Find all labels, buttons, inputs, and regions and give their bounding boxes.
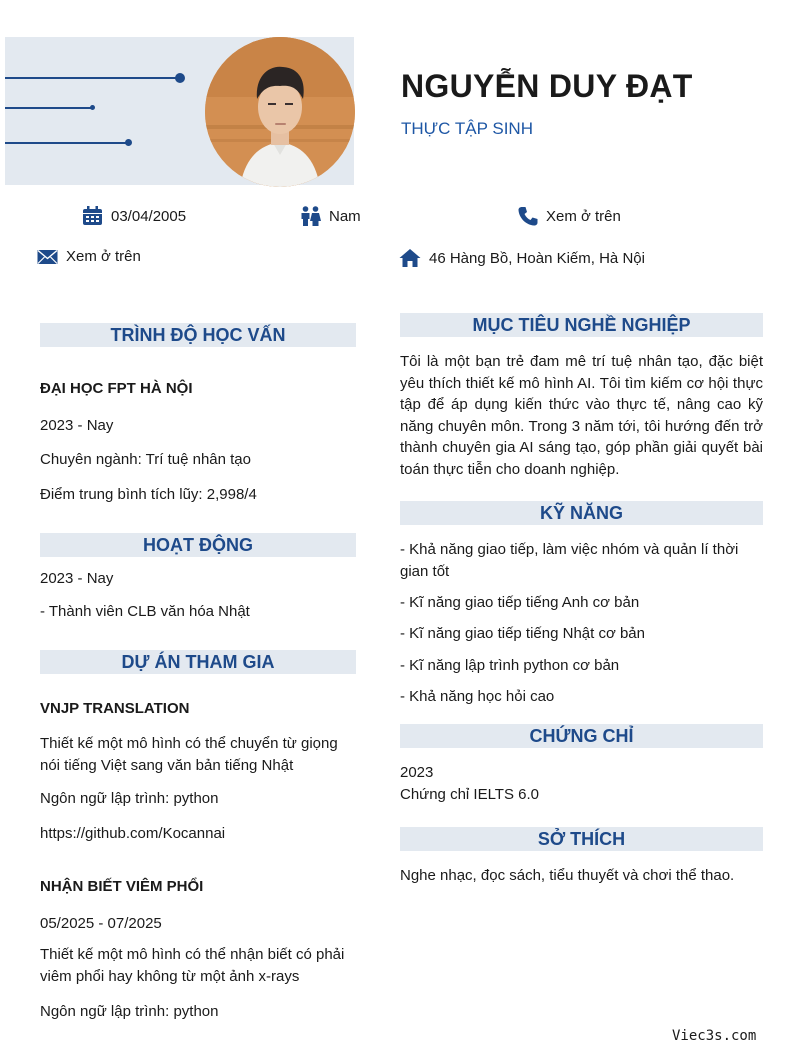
certificate-year: 2023 — [400, 764, 434, 781]
home-icon — [399, 248, 421, 268]
phone-text: Xem ở trên — [546, 207, 621, 225]
hobbies-text: Nghe nhạc, đọc sách, tiểu thuyết và chơi thể thao. — [400, 867, 735, 884]
calendar-icon — [82, 206, 103, 226]
skills-heading: KỸ NĂNG — [400, 501, 763, 525]
activities-period: 2023 - Nay — [40, 570, 114, 587]
education-gpa: Điểm trung bình tích lũy: 2,998/4 — [40, 486, 257, 503]
email-info — [37, 248, 141, 265]
project-desc: Thiết kế một mô hình có thể nhận biết có phải viêm phổi hay không từ một ảnh x-rays — [40, 946, 345, 985]
birthdate-info — [82, 206, 186, 226]
projects-heading: DỰ ÁN THAM GIA — [40, 650, 356, 674]
decor-line — [5, 107, 92, 109]
gender-info — [300, 206, 361, 226]
email-text: Xem ở trên — [66, 248, 141, 265]
objective-text: Tôi là một bạn trẻ đam mê trí tuệ nhân tạo, đặc biệt yêu thích thiết kế mô hình AI. Tôi tìm kiếm cơ hội thực tập để áp dụng kiến thức vào thực tế, nâng cao kỹ năng chuyên môn. Trong 3 năm tới, tôi hướng đến trở thành chuyên gia AI sáng tạo, góp phần giải quyết bài toán thực tiễn cho doanh nghiệp. — [400, 353, 763, 478]
education-heading: TRÌNH ĐỘ HỌC VẤN — [40, 323, 356, 347]
decor-dot — [125, 139, 132, 146]
phone-info — [518, 206, 621, 226]
birthdate-text: 03/04/2005 — [111, 207, 187, 225]
avatar-photo — [205, 37, 355, 187]
gender-text: Nam — [329, 207, 361, 225]
decor-line — [5, 142, 127, 144]
address-text: 46 Hàng Bồ, Hoàn Kiếm, Hà Nội — [429, 249, 645, 267]
skill-item: - Khả năng giao tiếp, làm việc nhóm và quản lí thời gian tốt — [400, 541, 739, 580]
project-desc: Thiết kế một mô hình có thể chuyển từ giọng nói tiếng Việt sang văn bản tiếng Nhật — [40, 735, 338, 774]
activities-item: - Thành viên CLB văn hóa Nhật — [40, 603, 250, 620]
skill-item: - Kĩ năng giao tiếp tiếng Nhật cơ bản — [400, 625, 645, 642]
people-icon — [300, 206, 321, 226]
decor-line — [5, 77, 180, 79]
certificate-name: Chứng chỉ IELTS 6.0 — [400, 786, 539, 803]
project-name: VNJP TRANSLATION — [40, 700, 190, 717]
envelope-icon — [37, 249, 58, 265]
objective-heading: MỤC TIÊU NGHỀ NGHIỆP — [400, 313, 763, 337]
activities-heading: HOẠT ĐỘNG — [40, 533, 356, 557]
education-period: 2023 - Nay — [40, 417, 114, 434]
candidate-name: NGUYỄN DUY ĐẠT — [401, 68, 693, 104]
watermark: Viec3s.com — [672, 1028, 757, 1044]
decor-dot — [175, 73, 185, 83]
skill-item: - Kĩ năng lập trình python cơ bản — [400, 657, 620, 674]
project-period: 05/2025 - 07/2025 — [40, 915, 162, 932]
skill-item: - Kĩ năng giao tiếp tiếng Anh cơ bản — [400, 594, 640, 611]
project-name: NHẬN BIẾT VIÊM PHỔI — [40, 878, 204, 895]
address-info — [399, 248, 645, 268]
decor-dot — [90, 105, 95, 110]
hobbies-heading: SỞ THÍCH — [400, 827, 763, 851]
project-language: Ngôn ngữ lập trình: python — [40, 790, 219, 807]
education-school: ĐẠI HỌC FPT HÀ NỘI — [40, 380, 193, 397]
education-major: Chuyên ngành: Trí tuệ nhân tạo — [40, 451, 251, 468]
candidate-role: THỰC TẬP SINH — [401, 119, 533, 138]
skill-item: - Khả năng học hỏi cao — [400, 688, 555, 705]
phone-icon — [518, 206, 538, 226]
certificates-heading: CHỨNG CHỈ — [400, 724, 763, 748]
project-link[interactable]: https://github.com/Kocannai — [40, 825, 226, 842]
project-language: Ngôn ngữ lập trình: python — [40, 1003, 219, 1020]
avatar — [205, 37, 355, 187]
